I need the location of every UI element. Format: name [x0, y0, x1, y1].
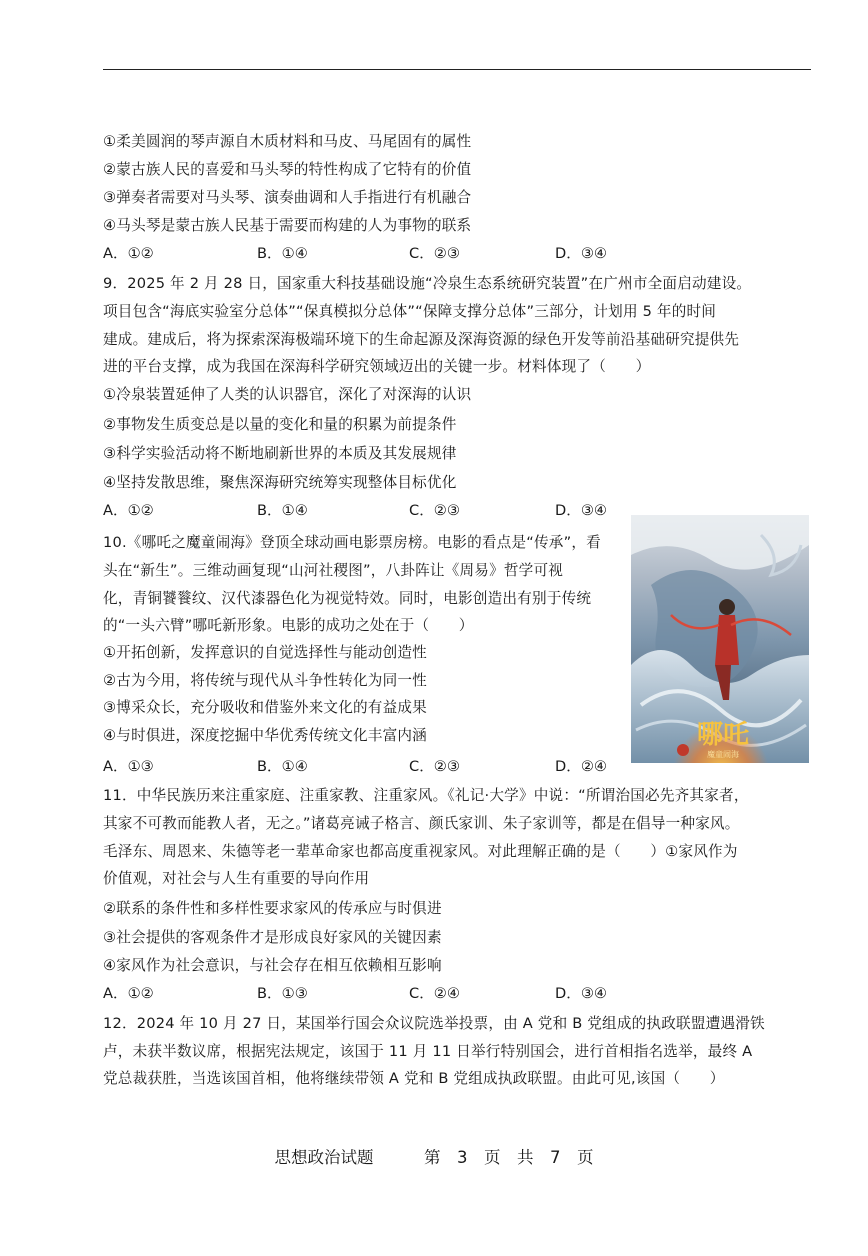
q9-statement-3: ③科学实验活动将不断地刷新世界的本质及其发展规律 — [103, 445, 457, 462]
q11-statement-2: ②联系的条件性和多样性要求家风的传承应与时俱进 — [103, 900, 442, 917]
q10-option-d[interactable]: D．②④ — [555, 758, 607, 775]
q9-statement-1: ①冷泉装置延伸了人类的认识器官，深化了对深海的认识 — [103, 386, 472, 403]
header-rule — [103, 69, 811, 70]
q9-option-b[interactable]: B．①④ — [257, 502, 308, 519]
q8-statement-3: ③弹奏者需要对马头琴、演奏曲调和人手指进行有机融合 — [103, 189, 472, 206]
q9-statement-4: ④坚持发散思维，聚焦深海研究统筹实现整体目标优化 — [103, 474, 457, 491]
q9-stem-line: 进的平台支撑，成为我国在深海科学研究领域迈出的关键一步。材料体现了（ ） — [103, 358, 651, 375]
footer-subject: 思想政治试题 — [274, 1148, 374, 1167]
q10-stem-line: 化，青铜饕餮纹、汉代漆器色化为视觉特效。同时，电影创造出有别于传统 — [103, 590, 592, 607]
q11-option-b[interactable]: B．①③ — [257, 985, 308, 1002]
q9-stem-line: 建成。建成后，将为探索深海极端环境下的生命起源及深海资源的绿色开发等前沿基础研究提供先 — [103, 331, 740, 348]
q8-option-c[interactable]: C．②③ — [409, 245, 460, 262]
movie-poster-image — [631, 515, 809, 763]
q10-statement-4: ④与时俱进，深度挖掘中华优秀传统文化丰富内涵 — [103, 727, 427, 744]
q10-stem-line: 头在“新生”。三维动画复现“山河社稷图”，八卦阵让《周易》哲学可视 — [103, 562, 564, 579]
q11-option-d[interactable]: D．③④ — [555, 985, 607, 1002]
q11-option-c[interactable]: C．②④ — [409, 985, 460, 1002]
q8-option-d[interactable]: D．③④ — [555, 245, 607, 262]
q10-statement-2: ②古为今用，将传统与现代从斗争性转化为同一性 — [103, 672, 427, 689]
q11-statement-4: ④家风作为社会意识，与社会存在相互依赖相互影响 — [103, 957, 442, 974]
page-footer — [0, 1147, 868, 1169]
q11-stem-line: 11．中华民族历来注重家庭、注重家教、注重家风。《礼记·大学》中说：“所谓治国必先齐其家者， — [103, 787, 749, 804]
q11-stem-line: 其家不可教而能教人者，无之。”诸葛亮诫子格言、颜氏家训、朱子家训等，都是在倡导一种家风。 — [103, 815, 740, 832]
q10-stem-line: 的“一头六臂”哪吒新形象。电影的成功之处在于（ ） — [103, 617, 474, 634]
q11-statement-3: ③社会提供的客观条件才是形成良好家风的关键因素 — [103, 929, 442, 946]
q10-statement-3: ③博采众长，充分吸收和借鉴外来文化的有益成果 — [103, 699, 427, 716]
q12-stem-line: 党总裁获胜，当选该国首相，他将继续带领 A 党和 B 党组成执政联盟。由此可见,该国（ ） — [103, 1070, 725, 1087]
q9-option-c[interactable]: C．②③ — [409, 502, 460, 519]
q12-stem-line: 12．2024 年 10 月 27 日，某国举行国会众议院选举投票，由 A 党和 B 党组成的执政联盟遭遇滑铁 — [103, 1015, 765, 1032]
q8-statement-2: ②蒙古族人民的喜爱和马头琴的特性构成了它特有的价值 — [103, 161, 472, 178]
q11-stem-line: 毛泽东、周恩来、朱德等老一辈革命家也都高度重视家风。对此理解正确的是（ ）①家风作为 — [103, 843, 738, 860]
poster-title-text: 哪吒 — [696, 720, 750, 750]
q11-option-a[interactable]: A．①② — [103, 985, 154, 1002]
q12-stem-line: 卢，未获半数议席，根据宪法规定，该国于 11 月 11 日举行特别国会，进行首相指名选举，最终 A — [103, 1043, 753, 1060]
q10-statement-1: ①开拓创新，发挥意识的自觉选择性与能动创造性 — [103, 644, 427, 661]
q8-option-b[interactable]: B．①④ — [257, 245, 308, 262]
poster-subtitle-text: 魔童闹海 — [707, 750, 739, 759]
q10-option-c[interactable]: C．②③ — [409, 758, 460, 775]
q10-option-b[interactable]: B．①④ — [257, 758, 308, 775]
q8-statement-4: ④马头琴是蒙古族人民基于需要而构建的人为事物的联系 — [103, 217, 472, 234]
q9-stem-line: 9．2025 年 2 月 28 日，国家重大科技基础设施“冷泉生态系统研究装置”在广州市全面启动建设。 — [103, 275, 752, 292]
q9-stem-line: 项目包含“海底实验室分总体”“保真模拟分总体”“保障支撑分总体”三部分，计划用 5 年的时间 — [103, 303, 717, 320]
q10-stem-line: 10.《哪吒之魔童闹海》登顶全球动画电影票房榜。电影的看点是“传承”，看 — [103, 534, 601, 551]
q9-option-a[interactable]: A．①② — [103, 502, 154, 519]
q8-option-a[interactable]: A．①② — [103, 245, 154, 262]
q8-statement-1: ①柔美圆润的琴声源自木质材料和马皮、马尾固有的属性 — [103, 133, 472, 150]
q10-option-a[interactable]: A．①③ — [103, 758, 154, 775]
q9-statement-2: ②事物发生质变总是以量的变化和量的积累为前提条件 — [103, 416, 457, 433]
q11-stem-line: 价值观，对社会与人生有重要的导向作用 — [103, 870, 370, 887]
q9-option-d[interactable]: D．③④ — [555, 502, 607, 519]
footer-page-number: 第 3 页 共 7 页 — [424, 1148, 594, 1167]
